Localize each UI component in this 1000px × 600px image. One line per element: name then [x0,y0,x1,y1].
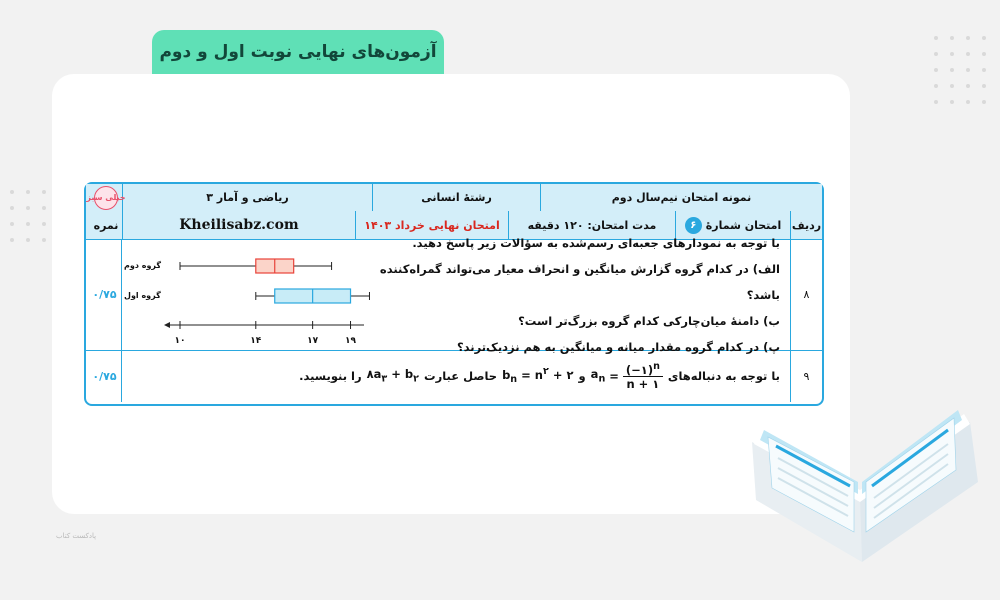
question-8-part-c: پ) در کدام گروه مقدار میانه و میانگین به هم نزدیک‌ترند؟ [456,339,780,354]
sample-title: نمونه امتحان نیم‌سال دوم [540,184,822,211]
q9-bn-plus: + ۲ [552,368,574,383]
q9-text-mid: حاصل عبارت [424,369,498,383]
q9-expr-a-sub: ۳ [381,373,388,385]
q9-bn-sub: n [510,374,518,386]
radif-label: ردیف [790,211,822,239]
q9-bn-letter: b [502,368,511,383]
logo-cell [86,184,126,211]
x-tick-label: ۱۷ [307,335,319,346]
field-title: رشتهٔ انسانی [372,184,540,211]
q9-and: و [578,369,586,383]
x-axis-arrow [164,322,170,328]
q9-frac-num [623,361,663,378]
q9-an-formula [591,361,663,392]
question-9-number: ۹ [790,350,822,402]
q9-an-symbol [591,367,606,384]
x-tick-label: ۱۴ [250,335,262,346]
question-9-score: ۰/۷۵ [92,369,117,383]
header-tab-title: آزمون‌های نهایی نوبت اول و دوم [159,42,437,62]
boxplot-chart [122,241,367,349]
score-label: نمره [93,218,119,232]
question-8-text [358,230,790,360]
question-8-part-a: الف) در کدام گروه گزارش میانگین و انحراف معیار می‌تواند گمراه‌کننده باشد؟ [379,261,780,302]
logo-text: خیلی سبز [86,193,126,202]
q9-text-end: را بنویسید. [299,369,362,383]
question-8-intro: با توجه به نمودارهای جعبه‌ای رسم‌شده به سؤالات زیر پاسخ دهید. [412,235,780,250]
exam-number-badge: ۶ [685,217,702,234]
q9-an-sub: n [598,373,606,385]
question-8-part-b: ب) دامنهٔ میان‌چارکی کدام گروه بزرگ‌تر است؟ [518,313,780,328]
q9-frac-den: n + ۱ [626,377,660,392]
q9-bn-exp: ۲ [542,366,549,378]
q9-equals: = [609,368,619,383]
exam-duration: مدت امتحان: ۱۲۰ دقیقه [508,211,675,239]
question-8-row [86,235,822,354]
q9-expr-plus: + [391,367,401,382]
group-2-label: گروه دوم [124,260,162,270]
site-url[interactable]: Kheilisabz.com [122,211,355,239]
subject-title: ریاضی و آمار ۳ [122,184,372,211]
question-8-score: ۰/۷۵ [92,288,117,301]
brand-watermark [56,532,96,540]
q9-fraction [623,361,663,392]
q9-an-letter: a [590,367,599,382]
brand-text: پادکست کتاب [56,532,97,540]
kheilisabz-logo [86,186,126,210]
q9-text-start: با توجه به دنباله‌های [667,369,780,383]
q9-bn-expr: = n [521,368,543,383]
question-9-row [86,350,822,402]
x-tick-label: ۱۹ [345,335,357,346]
x-tick-label: ۱۰ [174,335,186,346]
q9-expr-a: ۸a [366,367,382,382]
decorative-dots-right [934,36,986,104]
question-8-number: ۸ [790,239,822,350]
q9-expression [367,367,419,384]
q9-expr-b-sub: ۲ [413,373,420,385]
question-8-body [121,235,790,354]
boxplot-area [122,241,358,349]
q9-expr-b: b [404,367,414,382]
open-book-illustration [742,382,982,572]
exam-number-label: امتحان شمارهٔ [705,218,782,232]
final-exam-date: امتحان نهایی خرداد ۱۴۰۳ [355,211,508,239]
decorative-dots-left [10,190,46,242]
header-tab [152,30,444,74]
group-1-label: گروه اول [124,290,161,300]
exam-sheet [84,182,824,406]
exam-header-row-1 [86,184,822,212]
q9-bn-formula [502,366,573,385]
q9-frac-num-base: (−۱) [625,362,654,377]
q9-frac-exp: n [653,360,660,372]
question-9-body [121,350,790,402]
